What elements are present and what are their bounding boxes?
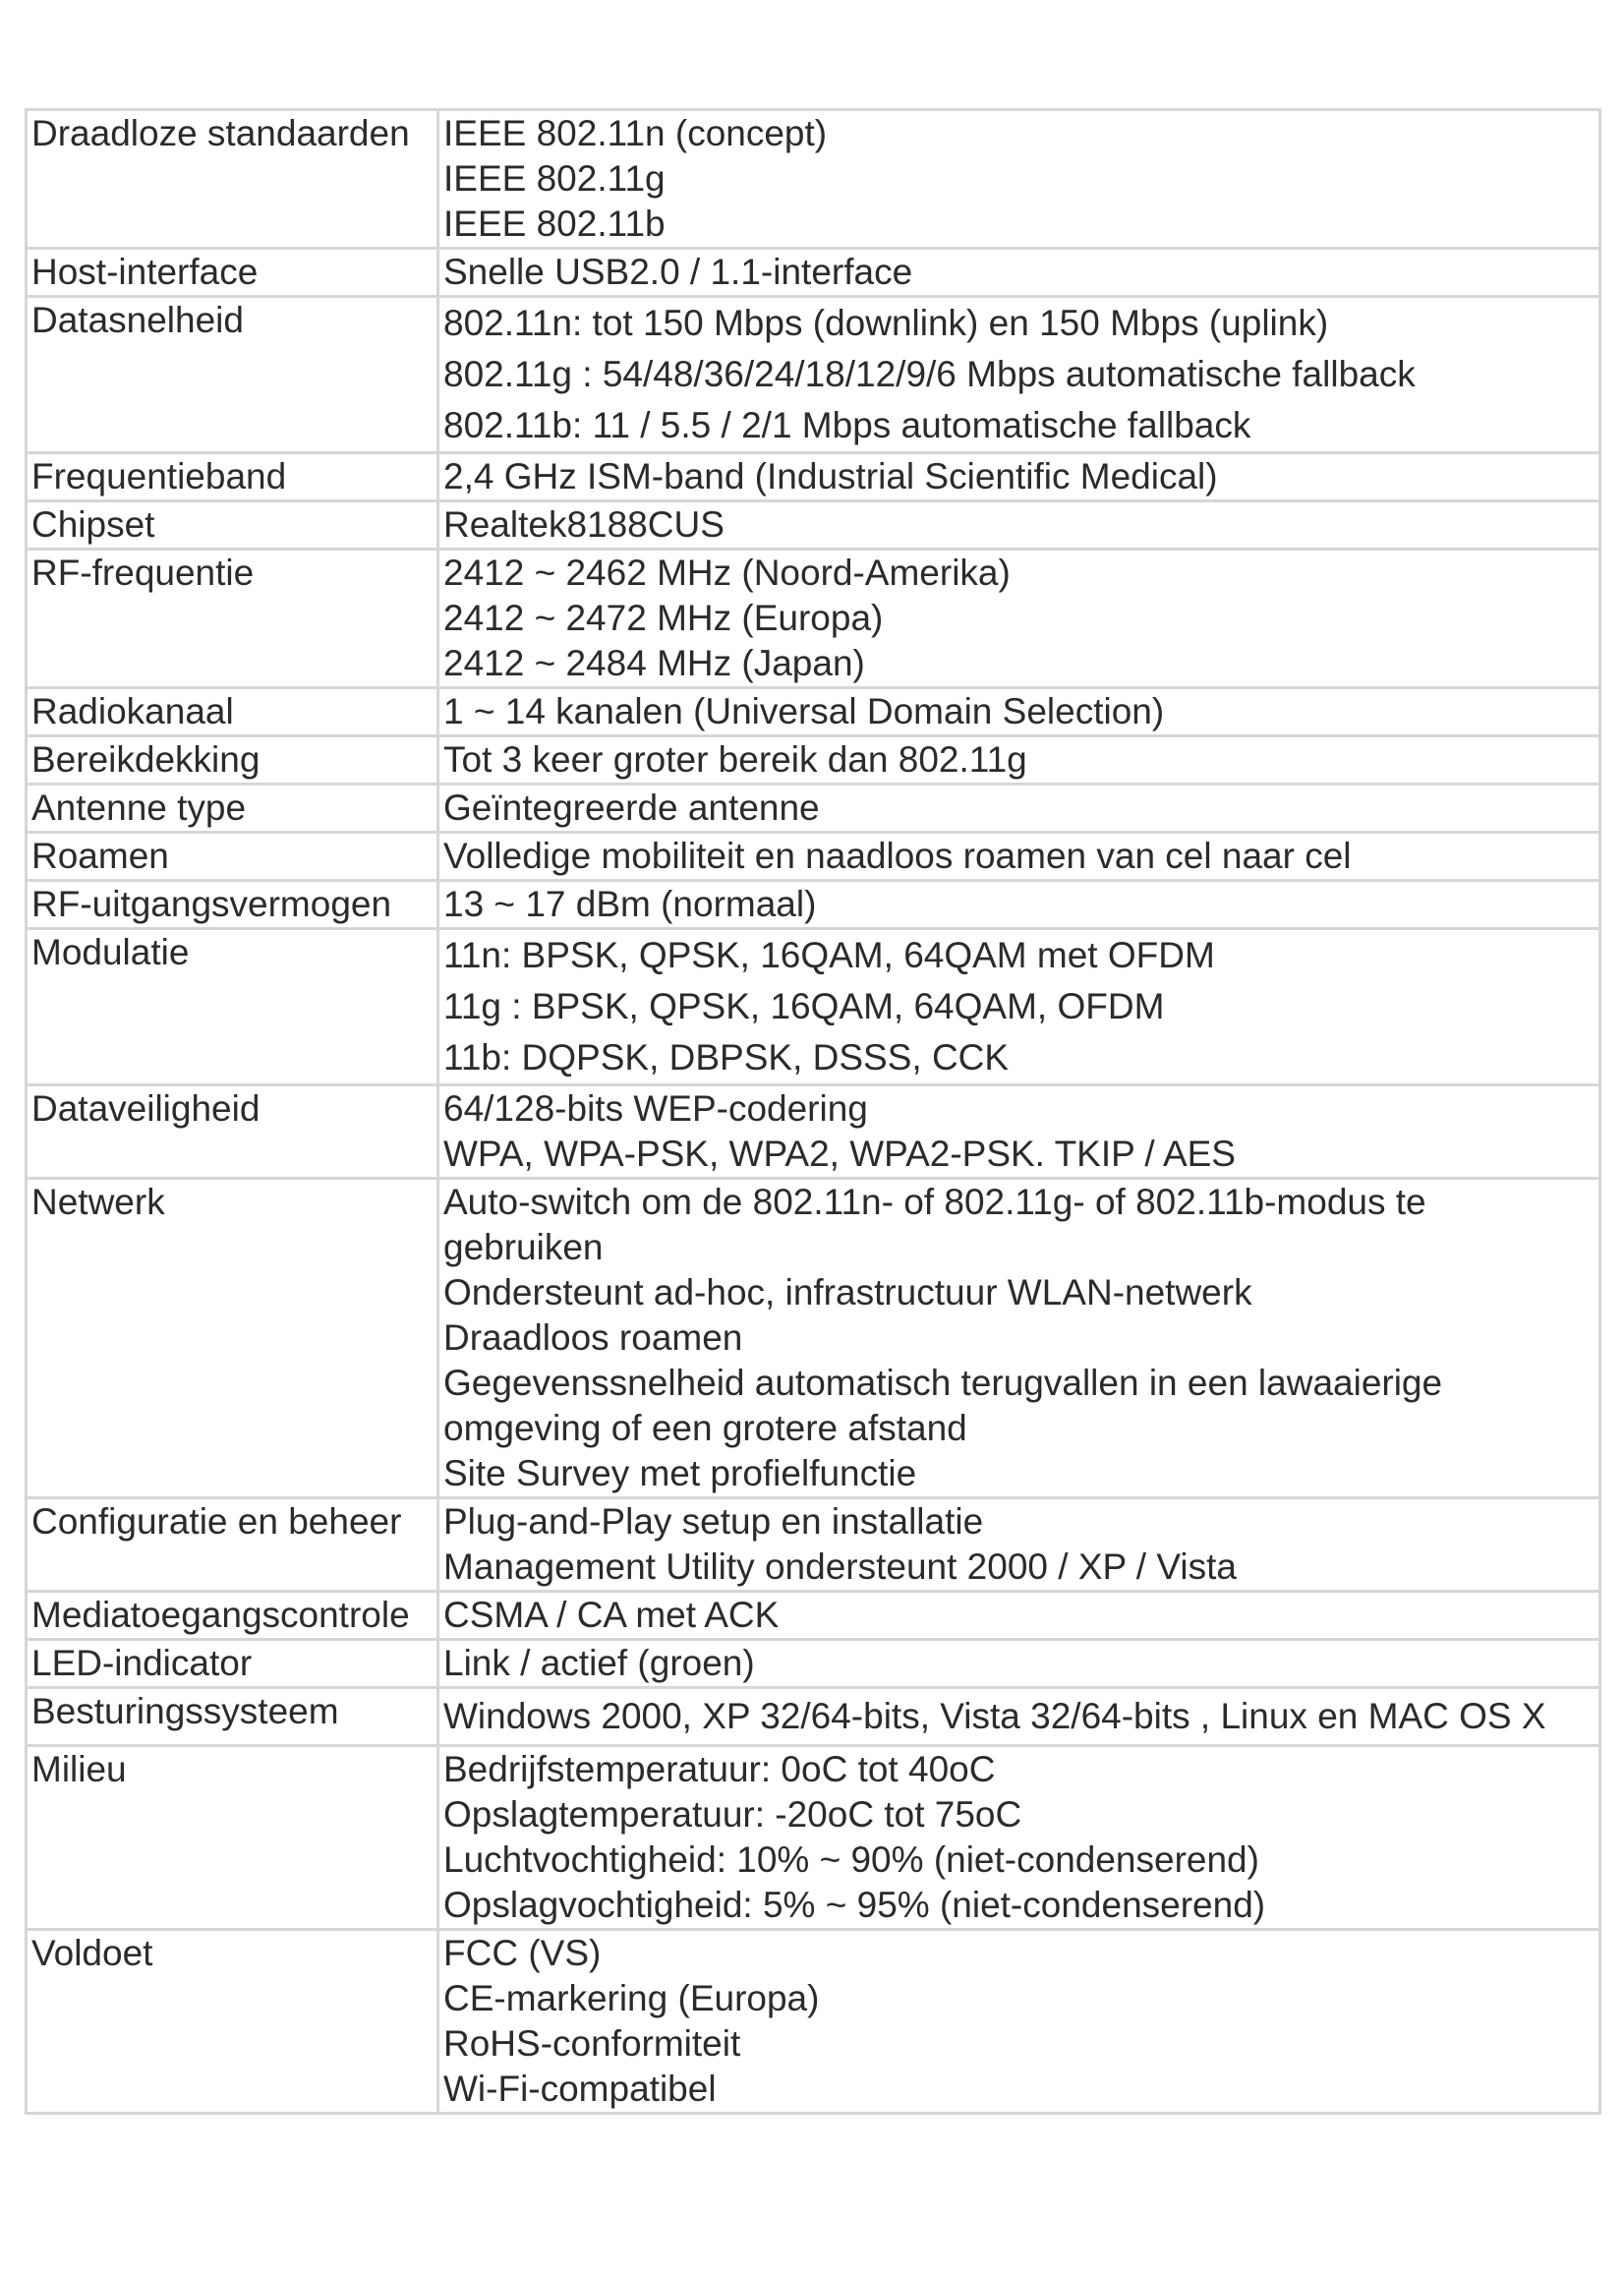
spec-value-line: Gegevenssnelheid automatisch terugvallen in een lawaaierige omgeving of een grotere afstand bbox=[443, 1363, 1443, 1448]
spec-label: Datasnelheid bbox=[27, 297, 438, 453]
spec-value-line: FCC (VS) bbox=[443, 1933, 602, 1973]
spec-label: Dataveiligheid bbox=[27, 1085, 438, 1179]
spec-value-line: IEEE 802.11g bbox=[443, 158, 666, 199]
table-row bbox=[27, 736, 1600, 785]
spec-label: Milieu bbox=[27, 1746, 438, 1930]
table-row bbox=[27, 249, 1600, 297]
spec-value-line: 2,4 GHz ISM-band (Industrial Scientific Medical) bbox=[443, 456, 1218, 496]
spec-value bbox=[438, 501, 1600, 550]
spec-value bbox=[438, 1085, 1600, 1179]
spec-value bbox=[438, 736, 1600, 785]
spec-value-line: IEEE 802.11n (concept) bbox=[443, 113, 828, 153]
spec-value bbox=[438, 929, 1600, 1085]
spec-label: Chipset bbox=[27, 501, 438, 550]
table-row bbox=[27, 1746, 1600, 1930]
spec-value-line: 802.11g : 54/48/36/24/18/12/9/6 Mbps automatische fallback bbox=[443, 354, 1416, 394]
spec-value bbox=[438, 297, 1600, 453]
spec-label: RF-uitgangsvermogen bbox=[27, 881, 438, 929]
spec-value-line: Geïntegreerde antenne bbox=[443, 787, 820, 828]
spec-value bbox=[438, 833, 1600, 881]
spec-value bbox=[438, 785, 1600, 833]
table-row bbox=[27, 297, 1600, 453]
spec-value-line: Opslagvochtigheid: 5% ~ 95% (niet-condenserend) bbox=[443, 1885, 1266, 1925]
spec-value bbox=[438, 1930, 1600, 2114]
table-row bbox=[27, 1930, 1600, 2114]
table-row bbox=[27, 1498, 1600, 1592]
table-row bbox=[27, 1688, 1600, 1746]
spec-label: LED-indicator bbox=[27, 1640, 438, 1688]
spec-value-line: Bedrijfstemperatuur: 0oC tot 40oC bbox=[443, 1749, 996, 1789]
spec-value bbox=[438, 1592, 1600, 1640]
spec-value bbox=[438, 1498, 1600, 1592]
table-row bbox=[27, 1085, 1600, 1179]
spec-value-line: RoHS-conformiteit bbox=[443, 2023, 741, 2064]
spec-value-line: 2412 ~ 2484 MHz (Japan) bbox=[443, 643, 865, 683]
spec-label: Draadloze standaarden bbox=[27, 110, 438, 249]
table-row bbox=[27, 1640, 1600, 1688]
spec-value-line: 11n: BPSK, QPSK, 16QAM, 64QAM met OFDM bbox=[443, 935, 1215, 975]
table-row bbox=[27, 785, 1600, 833]
spec-value-line: 64/128-bits WEP-codering bbox=[443, 1088, 868, 1129]
table-row bbox=[27, 881, 1600, 929]
spec-label: Radiokanaal bbox=[27, 688, 438, 736]
spec-label: RF-frequentie bbox=[27, 550, 438, 688]
spec-value-line: Realtek8188CUS bbox=[443, 504, 725, 545]
spec-value-line: Opslagtemperatuur: -20oC tot 75oC bbox=[443, 1794, 1022, 1835]
spec-value bbox=[438, 1688, 1600, 1746]
spec-value-line: Windows 2000, XP 32/64-bits, Vista 32/64-bits , Linux en MAC OS X bbox=[443, 1696, 1546, 1736]
spec-value bbox=[438, 1179, 1600, 1498]
spec-value-line: Volledige mobiliteit en naadloos roamen van cel naar cel bbox=[443, 836, 1352, 876]
table-row bbox=[27, 453, 1600, 501]
spec-label: Host-interface bbox=[27, 249, 438, 297]
table-row bbox=[27, 1592, 1600, 1640]
spec-value bbox=[438, 249, 1600, 297]
table-row bbox=[27, 688, 1600, 736]
spec-value bbox=[438, 881, 1600, 929]
table-row bbox=[27, 550, 1600, 688]
spec-value-line: Snelle USB2.0 / 1.1-interface bbox=[443, 252, 913, 292]
spec-value-line: Ondersteunt ad-hoc, infrastructuur WLAN-netwerk bbox=[443, 1272, 1252, 1312]
spec-value-line: Draadloos roamen bbox=[443, 1317, 743, 1358]
spec-value bbox=[438, 453, 1600, 501]
spec-label: Netwerk bbox=[27, 1179, 438, 1498]
spec-value bbox=[438, 1746, 1600, 1930]
spec-value-line: CSMA / CA met ACK bbox=[443, 1595, 780, 1635]
spec-value-line: Plug-and-Play setup en installatie bbox=[443, 1501, 984, 1542]
spec-value-line: Wi-Fi-compatibel bbox=[443, 2069, 717, 2109]
spec-label: Besturingssysteem bbox=[27, 1688, 438, 1746]
spec-value-line: 1 ~ 14 kanalen (Universal Domain Selection) bbox=[443, 691, 1165, 731]
table-row bbox=[27, 501, 1600, 550]
spec-value-line: 2412 ~ 2462 MHz (Noord-Amerika) bbox=[443, 553, 1011, 593]
spec-label: Modulatie bbox=[27, 929, 438, 1085]
spec-value-line: WPA, WPA-PSK, WPA2, WPA2-PSK. TKIP / AES bbox=[443, 1134, 1236, 1174]
table-row bbox=[27, 1179, 1600, 1498]
spec-label: Frequentieband bbox=[27, 453, 438, 501]
spec-value bbox=[438, 688, 1600, 736]
table-row bbox=[27, 110, 1600, 249]
spec-value-line: Site Survey met profielfunctie bbox=[443, 1453, 917, 1493]
spec-value-line: Link / actief (groen) bbox=[443, 1643, 755, 1683]
spec-label: Antenne type bbox=[27, 785, 438, 833]
spec-value-line: 11b: DQPSK, DBPSK, DSSS, CCK bbox=[443, 1037, 1010, 1078]
spec-value-line: Auto-switch om de 802.11n- of 802.11g- of 802.11b-modus te gebruiken bbox=[443, 1182, 1426, 1267]
spec-value-line: 802.11n: tot 150 Mbps (downlink) en 150 Mbps (uplink) bbox=[443, 303, 1329, 343]
spec-value-line: CE-markering (Europa) bbox=[443, 1978, 820, 2018]
spec-value-line: 13 ~ 17 dBm (normaal) bbox=[443, 884, 817, 924]
table-row bbox=[27, 833, 1600, 881]
spec-value-line: Tot 3 keer groter bereik dan 802.11g bbox=[443, 739, 1027, 780]
spec-label: Configuratie en beheer bbox=[27, 1498, 438, 1592]
spec-table bbox=[25, 108, 1601, 2115]
spec-label: Bereikdekking bbox=[27, 736, 438, 785]
spec-value bbox=[438, 110, 1600, 249]
spec-value-line: Luchtvochtigheid: 10% ~ 90% (niet-condenserend) bbox=[443, 1839, 1259, 1880]
spec-value-line: Management Utility ondersteunt 2000 / XP / Vista bbox=[443, 1546, 1237, 1587]
spec-value-line: 802.11b: 11 / 5.5 / 2/1 Mbps automatische fallback bbox=[443, 405, 1251, 445]
spec-label: Voldoet bbox=[27, 1930, 438, 2114]
table-row bbox=[27, 929, 1600, 1085]
spec-value bbox=[438, 1640, 1600, 1688]
spec-value-line: IEEE 802.11b bbox=[443, 204, 666, 244]
spec-value-line: 2412 ~ 2472 MHz (Europa) bbox=[443, 598, 884, 638]
spec-value-line: 11g : BPSK, QPSK, 16QAM, 64QAM, OFDM bbox=[443, 986, 1165, 1026]
spec-label: Mediatoegangscontrole bbox=[27, 1592, 438, 1640]
spec-label: Roamen bbox=[27, 833, 438, 881]
spec-value bbox=[438, 550, 1600, 688]
